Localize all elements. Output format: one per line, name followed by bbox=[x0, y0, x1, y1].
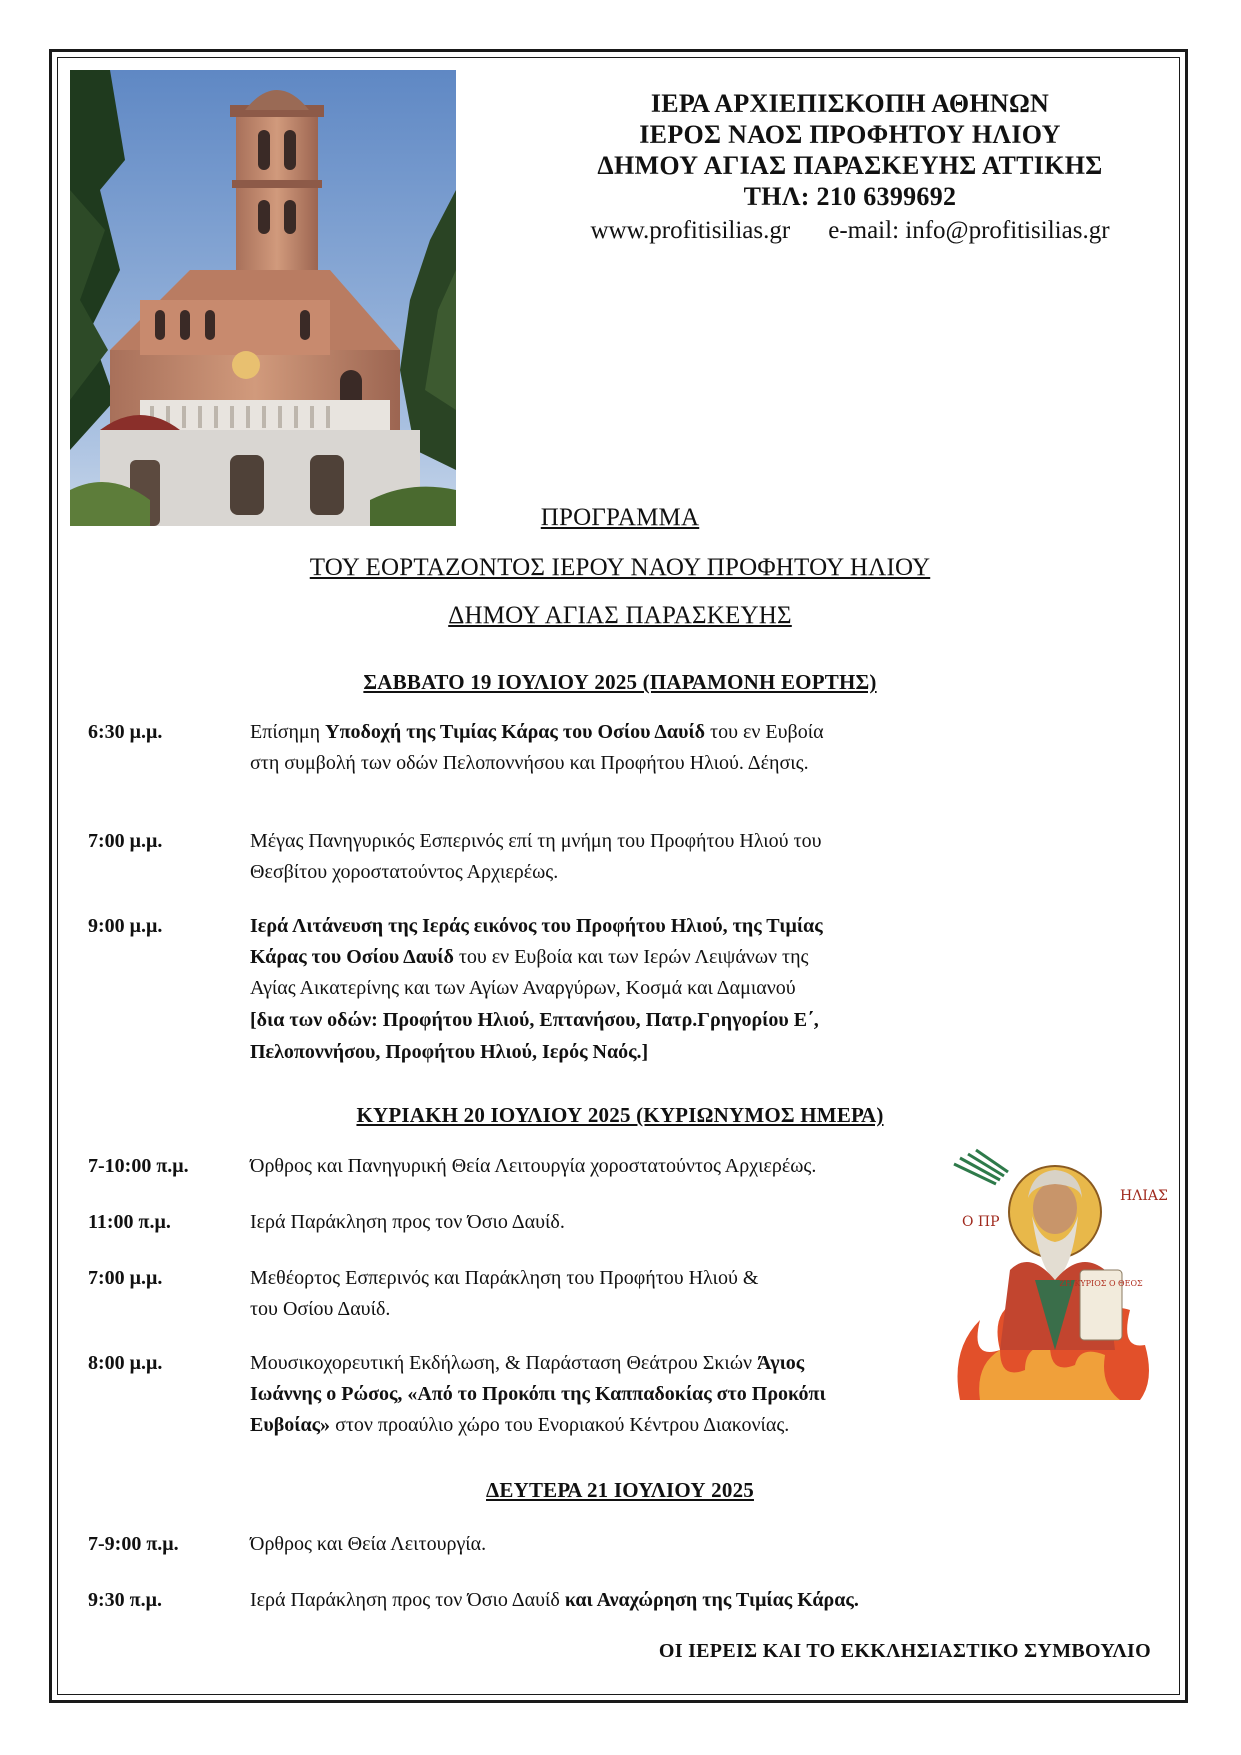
icon-inscription-right: ΗΛΙΑΣ bbox=[1120, 1188, 1168, 1204]
church-photo bbox=[70, 70, 456, 526]
program-title bbox=[70, 503, 1170, 533]
title-municipality: ΔΗΜΟΥ ΑΓΙΑΣ ΠΑΡΑΣΚΕΥΗΣ bbox=[448, 602, 792, 629]
event-description: Ιερά Παράκληση προς τον Όσιο Δαυίδ. bbox=[250, 1211, 565, 1233]
day-heading-saturday: ΣΑΒΒΑΤΟ 19 ΙΟΥΛΙΟΥ 2025 (ΠΑΡΑΜΟΝΗ ΕΟΡΤΗΣ) bbox=[363, 670, 877, 694]
event-time: 8:00 μ.μ. bbox=[88, 1352, 163, 1374]
event-time: 7-9:00 π.μ. bbox=[88, 1533, 179, 1555]
event-time: 6:30 μ.μ. bbox=[88, 721, 163, 743]
event-description: Όρθρος και Πανηγυρική Θεία Λειτουργία χοροστατούντος Αρχιερέως. bbox=[250, 1155, 817, 1177]
event-description: Επίσημη Υποδοχή της Τιμίας Κάρας του Οσίου Δαυίδ του εν Ευβοία στη συμβολή των οδών Πελοποννήσου και Προφήτου Ηλιού. Δέησις. bbox=[250, 721, 824, 774]
event-description: Ιερά Λιτάνευση της Ιεράς εικόνος του Προφήτου Ηλιού, της Τιμίας Κάρας του Οσίου Δαυίδ του εν Ευβοία και των Ιερών Λειψάνων της Αγίας Αικατερίνης και των Αγίων Αναργύρων, Κοσμά και Δαμιανού [δια των οδών: Προφήτου Ηλιού, Επτανήσου, Πατρ.Γρηγορίου Ε΄, Πελοποννήσου, Προφήτου Ηλιού, Ιερός Ναός.] bbox=[250, 911, 1010, 1068]
icon-scroll-text: ΖΗ ΚΥΡΙΟΣ Ο ΘΕΟΣ bbox=[1059, 1279, 1143, 1288]
prophet-elias-icon bbox=[940, 1150, 1168, 1400]
website-link[interactable]: www.profitisilias.gr bbox=[590, 217, 791, 244]
event-time: 7-10:00 π.μ. bbox=[88, 1155, 189, 1177]
email-link[interactable]: e-mail: info@profitisilias.gr bbox=[828, 217, 1110, 244]
title-church: ΤΟΥ ΕΟΡΤΑΖΟΝΤΟΣ ΙΕΡΟΥ ΝΑΟΥ ΠΡΟΦΗΤΟΥ ΗΛΙΟΥ bbox=[309, 554, 931, 581]
event-description: Ιερά Παράκληση προς τον Όσιο Δαυίδ και Αναχώρηση της Τιμίας Κάρας. bbox=[250, 1589, 859, 1611]
event-time: 9:30 π.μ. bbox=[88, 1589, 162, 1611]
event-description: Μεθέορτος Εσπερινός και Παράκληση του Προφήτου Ηλιού & του Οσίου Δαυίδ. bbox=[250, 1267, 759, 1320]
phone: ΤΗΛ: 210 6399692 bbox=[743, 182, 957, 211]
day-heading-monday: ΔΕΥΤΕΡΑ 21 ΙΟΥΛΙΟΥ 2025 bbox=[486, 1478, 754, 1502]
event-description: Μέγας Πανηγυρικός Εσπερινός επί τη μνήμη του Προφήτου Ηλιού του Θεσβίτου χοροστατούντος Αρχιερέως. bbox=[250, 830, 822, 883]
program-subtitle bbox=[70, 553, 1170, 583]
event-time: 7:00 μ.μ. bbox=[88, 830, 163, 852]
church-name: ΙΕΡΟΣ ΝΑΟΣ ΠΡΟΦΗΤΟΥ ΗΛΙΟΥ bbox=[639, 120, 1061, 149]
icon-inscription-left: Ο ΠΡ bbox=[962, 1214, 1000, 1230]
header bbox=[500, 88, 1200, 247]
program-subtitle-2 bbox=[70, 601, 1170, 631]
route-note: [δια των οδών: Προφήτου Ηλιού, Επτανήσου, Πατρ.Γρηγορίου Ε΄, Πελοποννήσου, Προφήτου Ηλιού, Ιερός Ναός.] bbox=[250, 1009, 819, 1063]
event-description: Όρθρος και Θεία Λειτουργία. bbox=[250, 1533, 487, 1555]
municipality: ΔΗΜΟΥ ΑΓΙΑΣ ΠΑΡΑΣΚΕΥΗΣ ΑΤΤΙΚΗΣ bbox=[597, 151, 1103, 180]
event-time: 11:00 π.μ. bbox=[88, 1211, 171, 1233]
contact-line bbox=[500, 215, 1200, 247]
event-time: 7:00 μ.μ. bbox=[88, 1267, 163, 1289]
day-heading-sunday: ΚΥΡΙΑΚΗ 20 ΙΟΥΛΙΟΥ 2025 (ΚΥΡΙΩΝΥΜΟΣ ΗΜΕΡΑ) bbox=[356, 1103, 884, 1127]
signature-footer: ΟΙ ΙΕΡΕΙΣ ΚΑΙ ΤΟ ΕΚΚΛΗΣΙΑΣΤΙΚΟ ΣΥΜΒΟΥΛΙΟ bbox=[658, 1640, 1151, 1662]
archdiocese-title: ΙΕΡΑ ΑΡΧΙΕΠΙΣΚΟΠΗ ΑΘΗΝΩΝ bbox=[650, 89, 1050, 118]
event-description: Μουσικοχορευτική Εκδήλωση, & Παράσταση Θεάτρου Σκιών Άγιος Ιωάννης ο Ρώσος, «Από το Προκόπι της Καππαδοκίας στο Προκόπι Ευβοίας» στον προαύλιο χώρο του Ενοριακού Κέντρου Διακονίας. bbox=[250, 1352, 826, 1436]
event-time: 9:00 μ.μ. bbox=[88, 915, 163, 937]
title-program: ΠΡΟΓΡΑΜΜΑ bbox=[540, 504, 700, 531]
